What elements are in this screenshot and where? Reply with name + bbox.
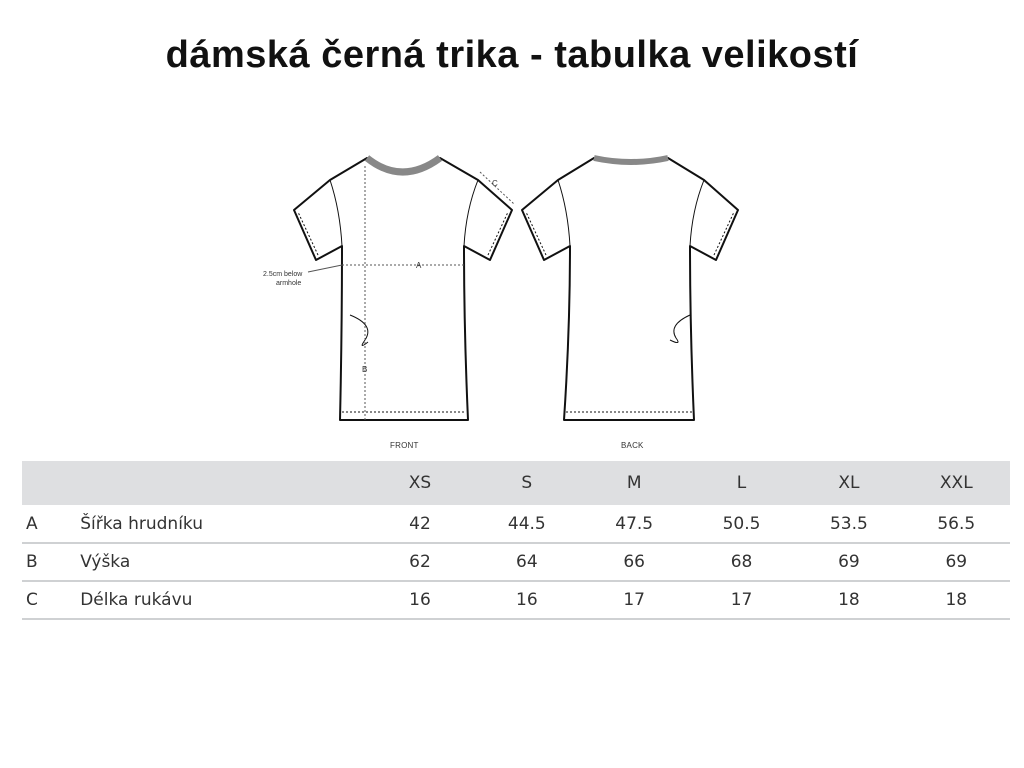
table-cell: 42 — [409, 513, 431, 534]
row-letter: C — [26, 590, 38, 610]
table-cell: 62 — [409, 552, 431, 572]
table-row — [22, 543, 1010, 581]
table-cell: 68 — [730, 552, 753, 572]
page-title: dámská černá trika - tabulka velikostí — [165, 34, 859, 76]
armhole-note-line2: armhole — [276, 280, 302, 287]
front-shirt — [294, 158, 512, 420]
size-header-row — [22, 461, 1010, 505]
front-caption: FRONT — [390, 441, 419, 450]
table-cell: 66 — [623, 552, 645, 572]
table-cell: 56.5 — [937, 513, 976, 534]
table-cell: 17 — [730, 590, 753, 610]
header-blank-label — [79, 461, 367, 505]
table-cell: 69 — [945, 552, 968, 572]
back-shirt — [522, 158, 738, 420]
table-cell: 53.5 — [829, 513, 868, 534]
table-cell: 64 — [516, 552, 538, 572]
tshirt-illustration — [250, 140, 770, 460]
row-label: Výška — [80, 552, 131, 572]
header-blank-letter — [22, 461, 79, 505]
table-row — [22, 505, 1010, 543]
row-label: Šířka hrudníku — [80, 513, 204, 534]
label-b: B — [362, 365, 368, 374]
table-cell: 47.5 — [615, 513, 654, 534]
row-letter: B — [26, 552, 38, 572]
table-cell: 18 — [945, 590, 968, 610]
table-cell: 44.5 — [507, 513, 546, 534]
table-cell: 16 — [516, 590, 538, 610]
table-cell: 18 — [838, 590, 860, 610]
row-label: Délka rukávu — [80, 590, 193, 610]
size-header-s: S — [521, 473, 533, 493]
tshirt-diagram — [250, 140, 770, 460]
size-table — [22, 461, 1010, 620]
size-header-xs: XS — [408, 473, 432, 493]
label-a: A — [416, 261, 422, 270]
armhole-note-line1: 2.5cm below — [263, 271, 303, 278]
size-header-xl: XL — [838, 473, 860, 493]
label-c: C — [492, 179, 498, 188]
table-cell: 16 — [409, 590, 431, 610]
row-letter: A — [26, 513, 38, 534]
table-row — [22, 581, 1010, 619]
size-header-m: M — [626, 473, 642, 493]
back-caption: BACK — [621, 441, 644, 450]
table-cell: 17 — [623, 590, 645, 610]
table-cell: 69 — [838, 552, 860, 572]
size-header-xxl: XXL — [939, 473, 973, 493]
table-cell: 50.5 — [722, 513, 761, 534]
size-header-l: L — [736, 473, 747, 493]
